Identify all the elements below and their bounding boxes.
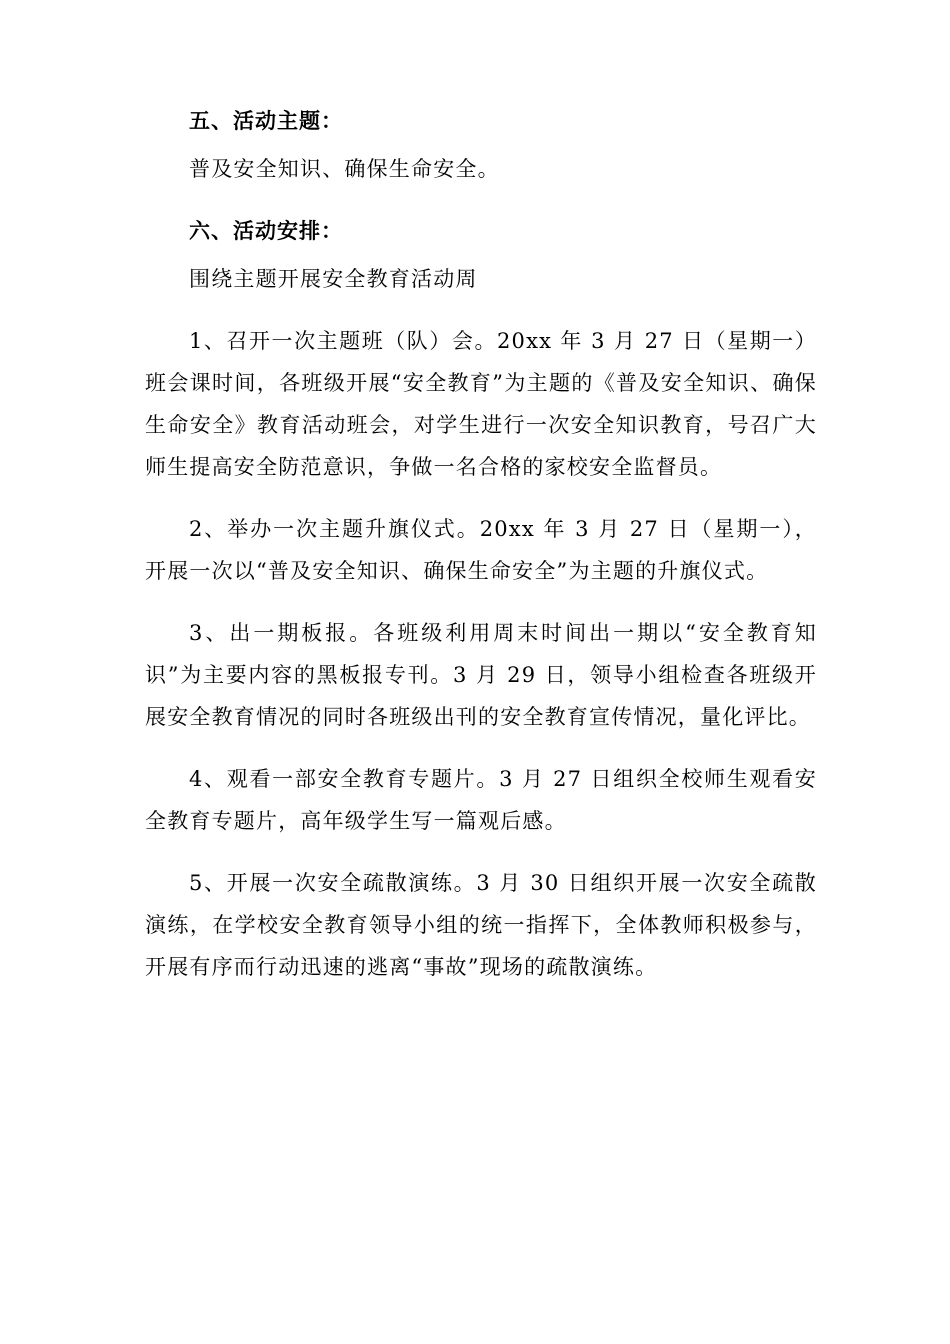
arrangement-item-5: 5、开展一次安全疏散演练。3 月 30 日组织开展一次安全疏散演练，在学校安全教育领导小组的统一指挥下，全体教师积极参与，开展有序而行动迅速的逃离“事故”现场的疏散演练。 [145,871,817,979]
section-heading-activity-theme: 五、活动主题： [189,109,343,133]
arrangement-item-1: 1、召开一次主题班（队）会。20xx 年 3 月 27 日（星期一）班会课时间，各班级开展“安全教育”为主题的《普及安全知识、确保生命安全》教育活动班会，对学生进行一次安全知识教育，号召广大师生提高安全防范意识，争做一名合格的家校安全监督员。 [145,329,817,479]
section-heading-activity-arrangement: 六、活动安排： [189,219,343,243]
arrangement-item-3: 3、出一期板报。各班级利用周末时间出一期以“安全教育知识”为主要内容的黑板报专刊。3 月 29 日，领导小组检查各班级开展安全教育情况的同时各班级出刊的安全教育宣传情况，量化评比。 [145,621,817,729]
document-body [145,100,817,988]
arrangement-item-2: 2、举办一次主题升旗仪式。20xx 年 3 月 27 日（星期一），开展一次以“普及安全知识、确保生命安全”为主题的升旗仪式。 [145,517,817,583]
activity-arrangement-intro: 围绕主题开展安全教育活动周 [189,267,478,291]
activity-theme-text: 普及安全知识、确保生命安全。 [189,157,500,181]
arrangement-item-4: 4、观看一部安全教育专题片。3 月 27 日组织全校师生观看安全教育专题片，高年级学生写一篇观后感。 [145,767,817,833]
